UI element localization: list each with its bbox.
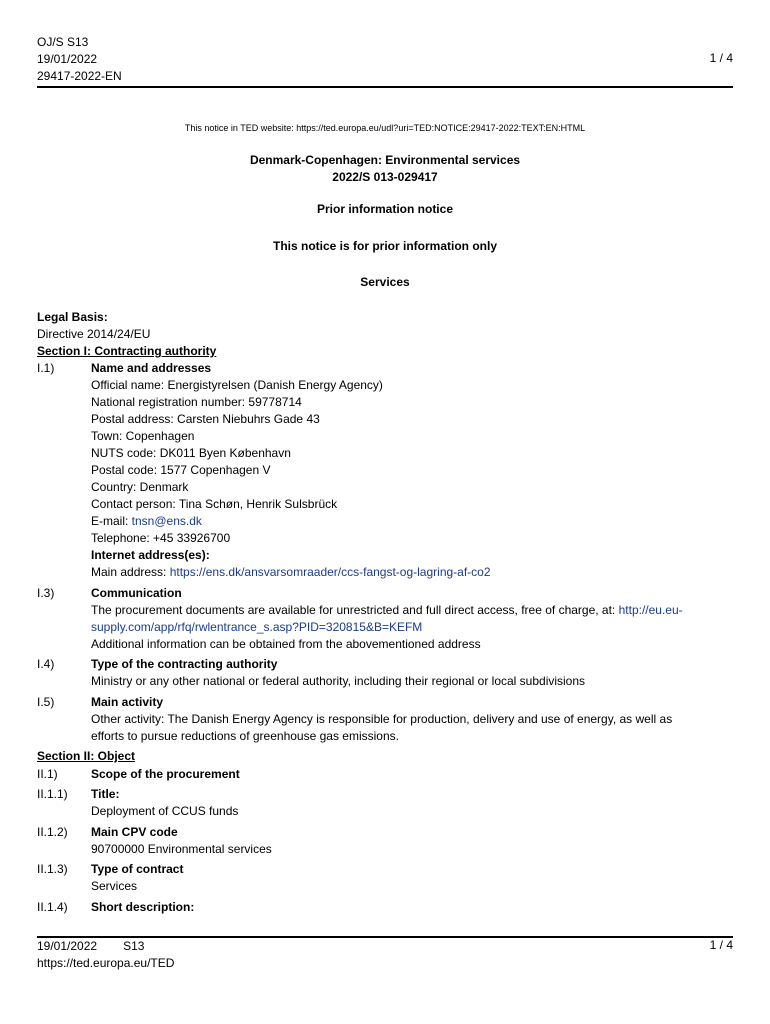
header-page-number: 1 / 4 xyxy=(709,51,733,65)
email-line xyxy=(91,513,733,530)
postal-address: Postal address: Carsten Niebuhrs Gade 43 xyxy=(91,412,320,426)
legal-basis xyxy=(37,309,733,360)
ii13-number: II.1.3) xyxy=(37,862,68,876)
communication-text xyxy=(91,602,733,619)
i4-title: Type of the contracting authority xyxy=(91,657,278,671)
main-address-link[interactable]: https://ens.dk/ansvarsomraader/ccs-fangst-og-lagring-af-co2 xyxy=(169,565,491,579)
notice-category: Services xyxy=(360,275,410,289)
internet-address-label: Internet address(es): xyxy=(91,548,210,562)
telephone: Telephone: +45 33926700 xyxy=(91,531,231,545)
notice-title: Denmark-Copenhagen: Environmental services xyxy=(249,153,521,167)
nuts-code: NUTS code: DK011 Byen København xyxy=(91,446,291,460)
page-footer xyxy=(37,938,174,972)
procurement-link-part1[interactable]: http://eu.eu- xyxy=(618,603,683,617)
procurement-title: Deployment of CCUS funds xyxy=(91,804,239,818)
notice-type: Prior information notice xyxy=(316,202,453,216)
footer-date: 19/01/2022 xyxy=(37,939,98,953)
ii11-number: II.1.1) xyxy=(37,787,68,801)
registration-number: National registration number: 59778714 xyxy=(91,395,302,409)
postal-code: Postal code: 1577 Copenhagen V xyxy=(91,463,271,477)
section2-heading: Section II: Object xyxy=(37,749,136,763)
journal-ref: OJ/S S13 xyxy=(37,35,89,49)
footer-journal: S13 xyxy=(123,939,145,953)
legal-basis-label: Legal Basis: xyxy=(37,310,108,324)
ted-notice-line: This notice in TED website: https://ted.europa.eu/udl?uri=TED:NOTICE:29417-2022:TEXT:EN:HTML xyxy=(184,123,586,133)
additional-info: Additional information can be obtained from the abovementioned address xyxy=(91,637,481,651)
cpv-code: 90700000 Environmental services xyxy=(91,842,272,856)
main-address-label: Main address: xyxy=(91,565,170,579)
ii11-title: Title: xyxy=(91,787,120,801)
notice-note: This notice is for prior information only xyxy=(272,239,497,253)
footer-url[interactable]: https://ted.europa.eu/TED xyxy=(37,956,175,970)
notice-number: 2022/S 013-029417 xyxy=(332,170,438,184)
footer-page-number: 1 / 4 xyxy=(709,938,733,952)
country: Country: Denmark xyxy=(91,480,189,494)
official-name: Official name: Energistyrelsen (Danish Energy Agency) xyxy=(91,378,383,392)
contact-person: Contact person: Tina Schøn, Henrik Sulsbrück xyxy=(91,497,338,511)
main-activity-line1: Other activity: The Danish Energy Agency is responsible for production, delivery and use of energy, as well as xyxy=(91,712,673,726)
communication-body: The procurement documents are available for unrestricted and full direct access, free of charge, at: xyxy=(91,603,619,617)
legal-basis-value: Directive 2014/24/EU xyxy=(37,327,151,341)
procurement-link-part2[interactable]: supply.com/app/rfq/rwlentrance_s.asp?PID=320815&B=KEFM xyxy=(91,620,423,634)
i5-number: I.5) xyxy=(37,695,55,709)
main-activity-line2: efforts to pursue reductions of greenhouse gas emissions. xyxy=(91,729,399,743)
ii12-title: Main CPV code xyxy=(91,825,178,839)
i3-title: Communication xyxy=(91,586,182,600)
page-header xyxy=(37,34,122,85)
ii12-number: II.1.2) xyxy=(37,825,68,839)
section1-heading: Section I: Contracting authority xyxy=(37,344,217,358)
i4-number: I.4) xyxy=(37,657,55,671)
header-divider xyxy=(37,86,733,88)
i5-title: Main activity xyxy=(91,695,164,709)
ii1-title: Scope of the procurement xyxy=(91,767,240,781)
i1-number: I.1) xyxy=(37,361,55,375)
town: Town: Copenhagen xyxy=(91,429,195,443)
ii13-title: Type of contract xyxy=(91,862,184,876)
email-label: E-mail: xyxy=(91,514,132,528)
ii14-number: II.1.4) xyxy=(37,900,68,914)
main-address-line xyxy=(91,564,733,581)
doc-id: 29417-2022-EN xyxy=(37,69,122,83)
i1-title: Name and addresses xyxy=(91,361,212,375)
ii1-number: II.1) xyxy=(37,767,58,781)
email-link[interactable]: tnsn@ens.dk xyxy=(131,514,202,528)
header-date: 19/01/2022 xyxy=(37,52,98,66)
contract-type: Services xyxy=(91,879,138,893)
authority-type: Ministry or any other national or federal authority, including their regional or local subdivisions xyxy=(91,674,586,688)
ii14-title: Short description: xyxy=(91,900,195,914)
i3-number: I.3) xyxy=(37,586,55,600)
